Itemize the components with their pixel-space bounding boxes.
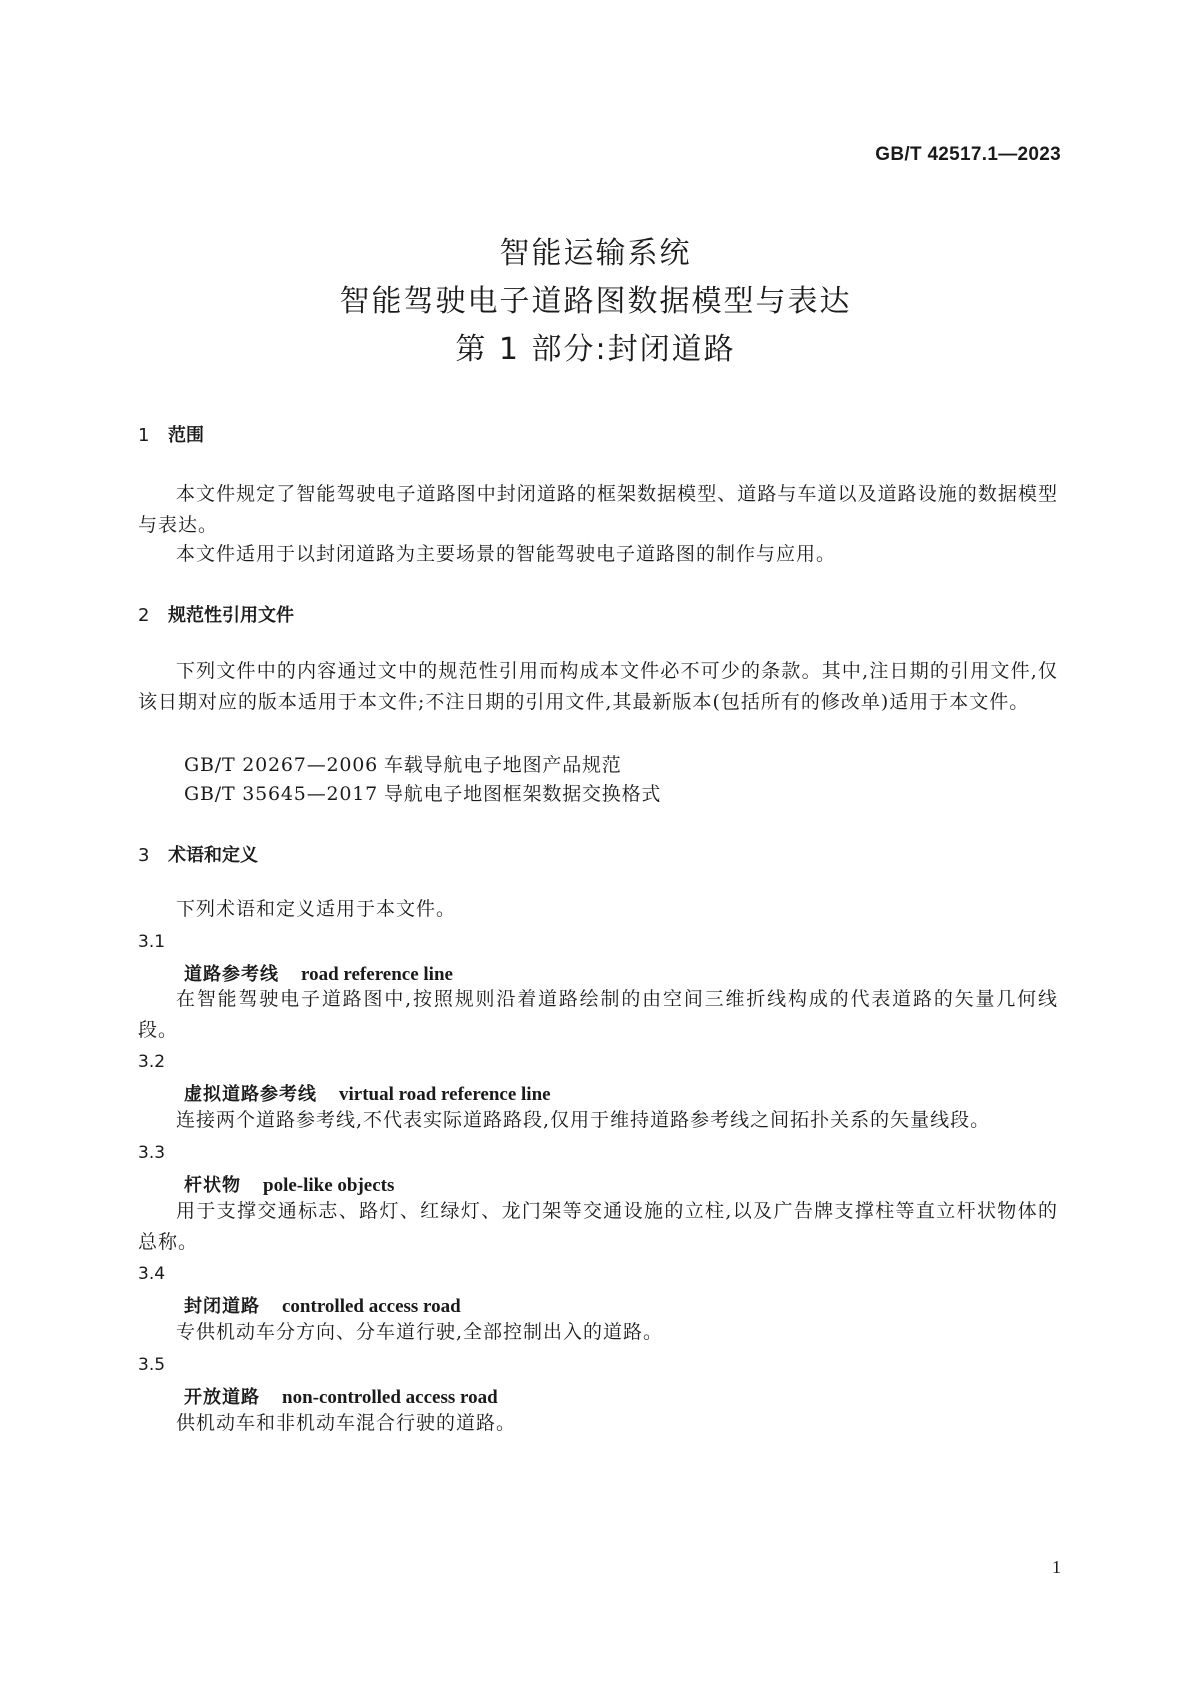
term-en: road reference line <box>301 964 453 985</box>
title-line-3: 第 1 部分:封闭道路 <box>455 332 736 367</box>
reference-item <box>184 779 661 806</box>
term-heading <box>184 1292 461 1318</box>
section-1-paragraph-1: 本文件规定了智能驾驶电子道路图中封闭道路的框架数据模型、道路与车道以及道路设施的数据模型与表达。 <box>138 483 1058 536</box>
term-heading <box>184 960 453 986</box>
term-en: controlled access road <box>282 1296 461 1317</box>
title-line-2: 智能驾驶电子道路图数据模型与表达 <box>339 284 852 319</box>
reference-item <box>184 750 622 777</box>
section-title: 规范性引用文件 <box>168 605 294 626</box>
term-zh: 开放道路 <box>184 1387 260 1408</box>
term-number: 3.2 <box>138 1052 166 1072</box>
section-number: 1 <box>138 425 150 446</box>
section-1-paragraph-2: 本文件适用于以封闭道路为主要场景的智能驾驶电子道路图的制作与应用。 <box>176 543 837 565</box>
term-zh: 杆状物 <box>184 1175 241 1196</box>
term-number: 3.4 <box>138 1264 166 1284</box>
reference-title: 车载导航电子地图产品规范 <box>384 754 622 776</box>
term-number: 3.5 <box>138 1355 166 1375</box>
section-number: 3 <box>138 845 150 866</box>
section-number: 2 <box>138 605 150 626</box>
term-number: 3.1 <box>138 932 166 952</box>
term-en: non-controlled access road <box>282 1387 498 1408</box>
section-2-heading <box>138 601 294 627</box>
section-title: 范围 <box>168 425 204 446</box>
section-1-heading <box>138 421 204 447</box>
term-zh: 虚拟道路参考线 <box>184 1084 317 1105</box>
term-definition: 供机动车和非机动车混合行驶的道路。 <box>176 1412 517 1434</box>
section-3-heading <box>138 841 258 867</box>
term-heading <box>184 1383 498 1409</box>
term-en: virtual road reference line <box>339 1084 551 1105</box>
term-definition: 连接两个道路参考线,不代表实际道路路段,仅用于维持道路参考线之间拓扑关系的矢量线段。 <box>176 1109 991 1131</box>
section-2-paragraph: 下列文件中的内容通过文中的规范性引用而构成本文件必不可少的条款。其中,注日期的引用文件,仅该日期对应的版本适用于本文件;不注日期的引用文件,其最新版本(包括所有的修改单)适用于本文件。 <box>138 660 1058 713</box>
section-3-intro: 下列术语和定义适用于本文件。 <box>176 898 457 920</box>
term-definition: 用于支撑交通标志、路灯、红绿灯、龙门架等交通设施的立柱,以及广告牌支撑柱等直立杆状物体的总称。 <box>138 1200 1058 1253</box>
term-definition: 在智能驾驶电子道路图中,按照规则沿着道路绘制的由空间三维折线构成的代表道路的矢量几何线段。 <box>138 988 1058 1041</box>
page-number: 1 <box>1052 1557 1061 1577</box>
term-zh: 道路参考线 <box>184 964 279 985</box>
term-definition: 专供机动车分方向、分车道行驶,全部控制出入的道路。 <box>176 1321 664 1343</box>
term-heading <box>184 1171 394 1197</box>
reference-code: GB/T 35645—2017 <box>184 783 379 805</box>
reference-code: GB/T 20267—2006 <box>184 754 379 776</box>
section-title: 术语和定义 <box>168 845 258 866</box>
term-en: pole-like objects <box>263 1175 395 1196</box>
standard-code: GB/T 42517.1—2023 <box>875 144 1061 165</box>
title-line-1: 智能运输系统 <box>499 236 692 271</box>
term-heading <box>184 1080 551 1106</box>
term-number: 3.3 <box>138 1143 166 1163</box>
reference-title: 导航电子地图框架数据交换格式 <box>384 783 662 805</box>
term-zh: 封闭道路 <box>184 1296 260 1317</box>
